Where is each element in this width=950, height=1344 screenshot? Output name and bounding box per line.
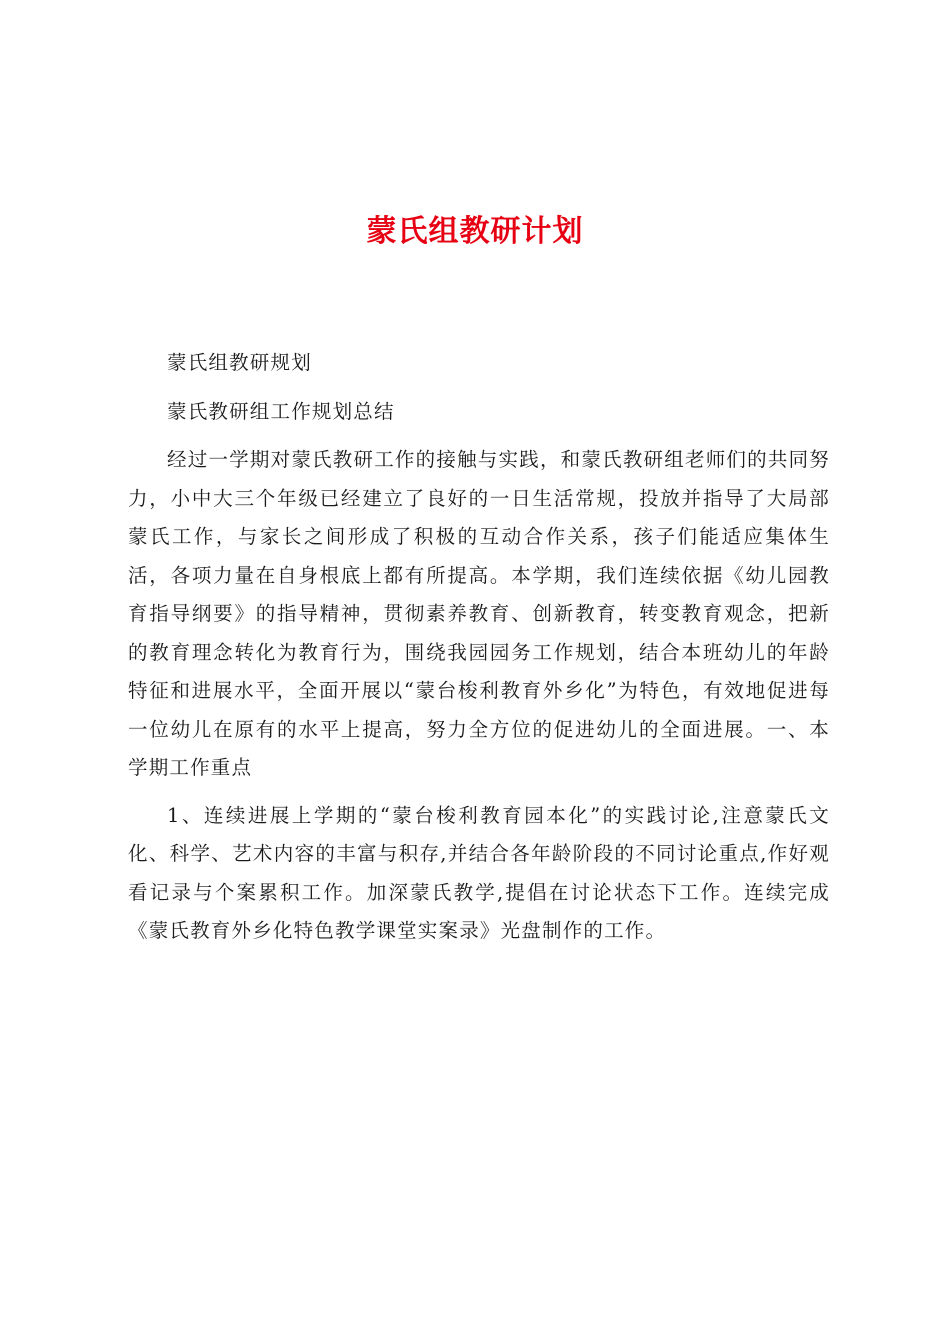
document-title: 蒙氏组教研计划 xyxy=(366,214,584,249)
document-body xyxy=(128,344,830,960)
paragraph-item-1: 1、连续进展上学期的“蒙台梭利教育园本化”的实践讨论,注意蒙氏文化、科学、艺术内容的丰富与积存,并结合各年龄阶段的不同讨论重点,作好观看记录与个案累积工作。加深蒙氏教学,提倡在讨论状态下工作。连续完成《蒙氏教育外乡化特色教学课堂实案录》光盘制作的工作。 xyxy=(128,803,830,942)
paragraph-heading: 蒙氏教研组工作规划总结 xyxy=(167,399,395,423)
paragraph-subtitle: 蒙氏组教研规划 xyxy=(167,351,312,374)
paragraph-summary: 经过一学期对蒙氏教研工作的接触与实践，和蒙氏教研组老师们的共同努力，小中大三个年级已经建立了良好的一日生活常规，投放并指导了大局部蒙氏工作，与家长之间形成了积极的互动合作关系，孩子们能适应集体生活，各项力量在自身根底上都有所提高。本学期，我们连续依据《幼儿园教育指导纲要》的指导精神，贯彻素养教育、创新教育，转变教育观念，把新的教育理念转化为教育行为，围绕我园园务工作规划，结合本班幼儿的年龄特征和进展水平，全面开展以“蒙台梭利教育外乡化”为特色，有效地促进每一位幼儿在原有的水平上提高，努力全方位的促进幼儿的全面进展。一、本学期工作重点 xyxy=(128,448,830,779)
